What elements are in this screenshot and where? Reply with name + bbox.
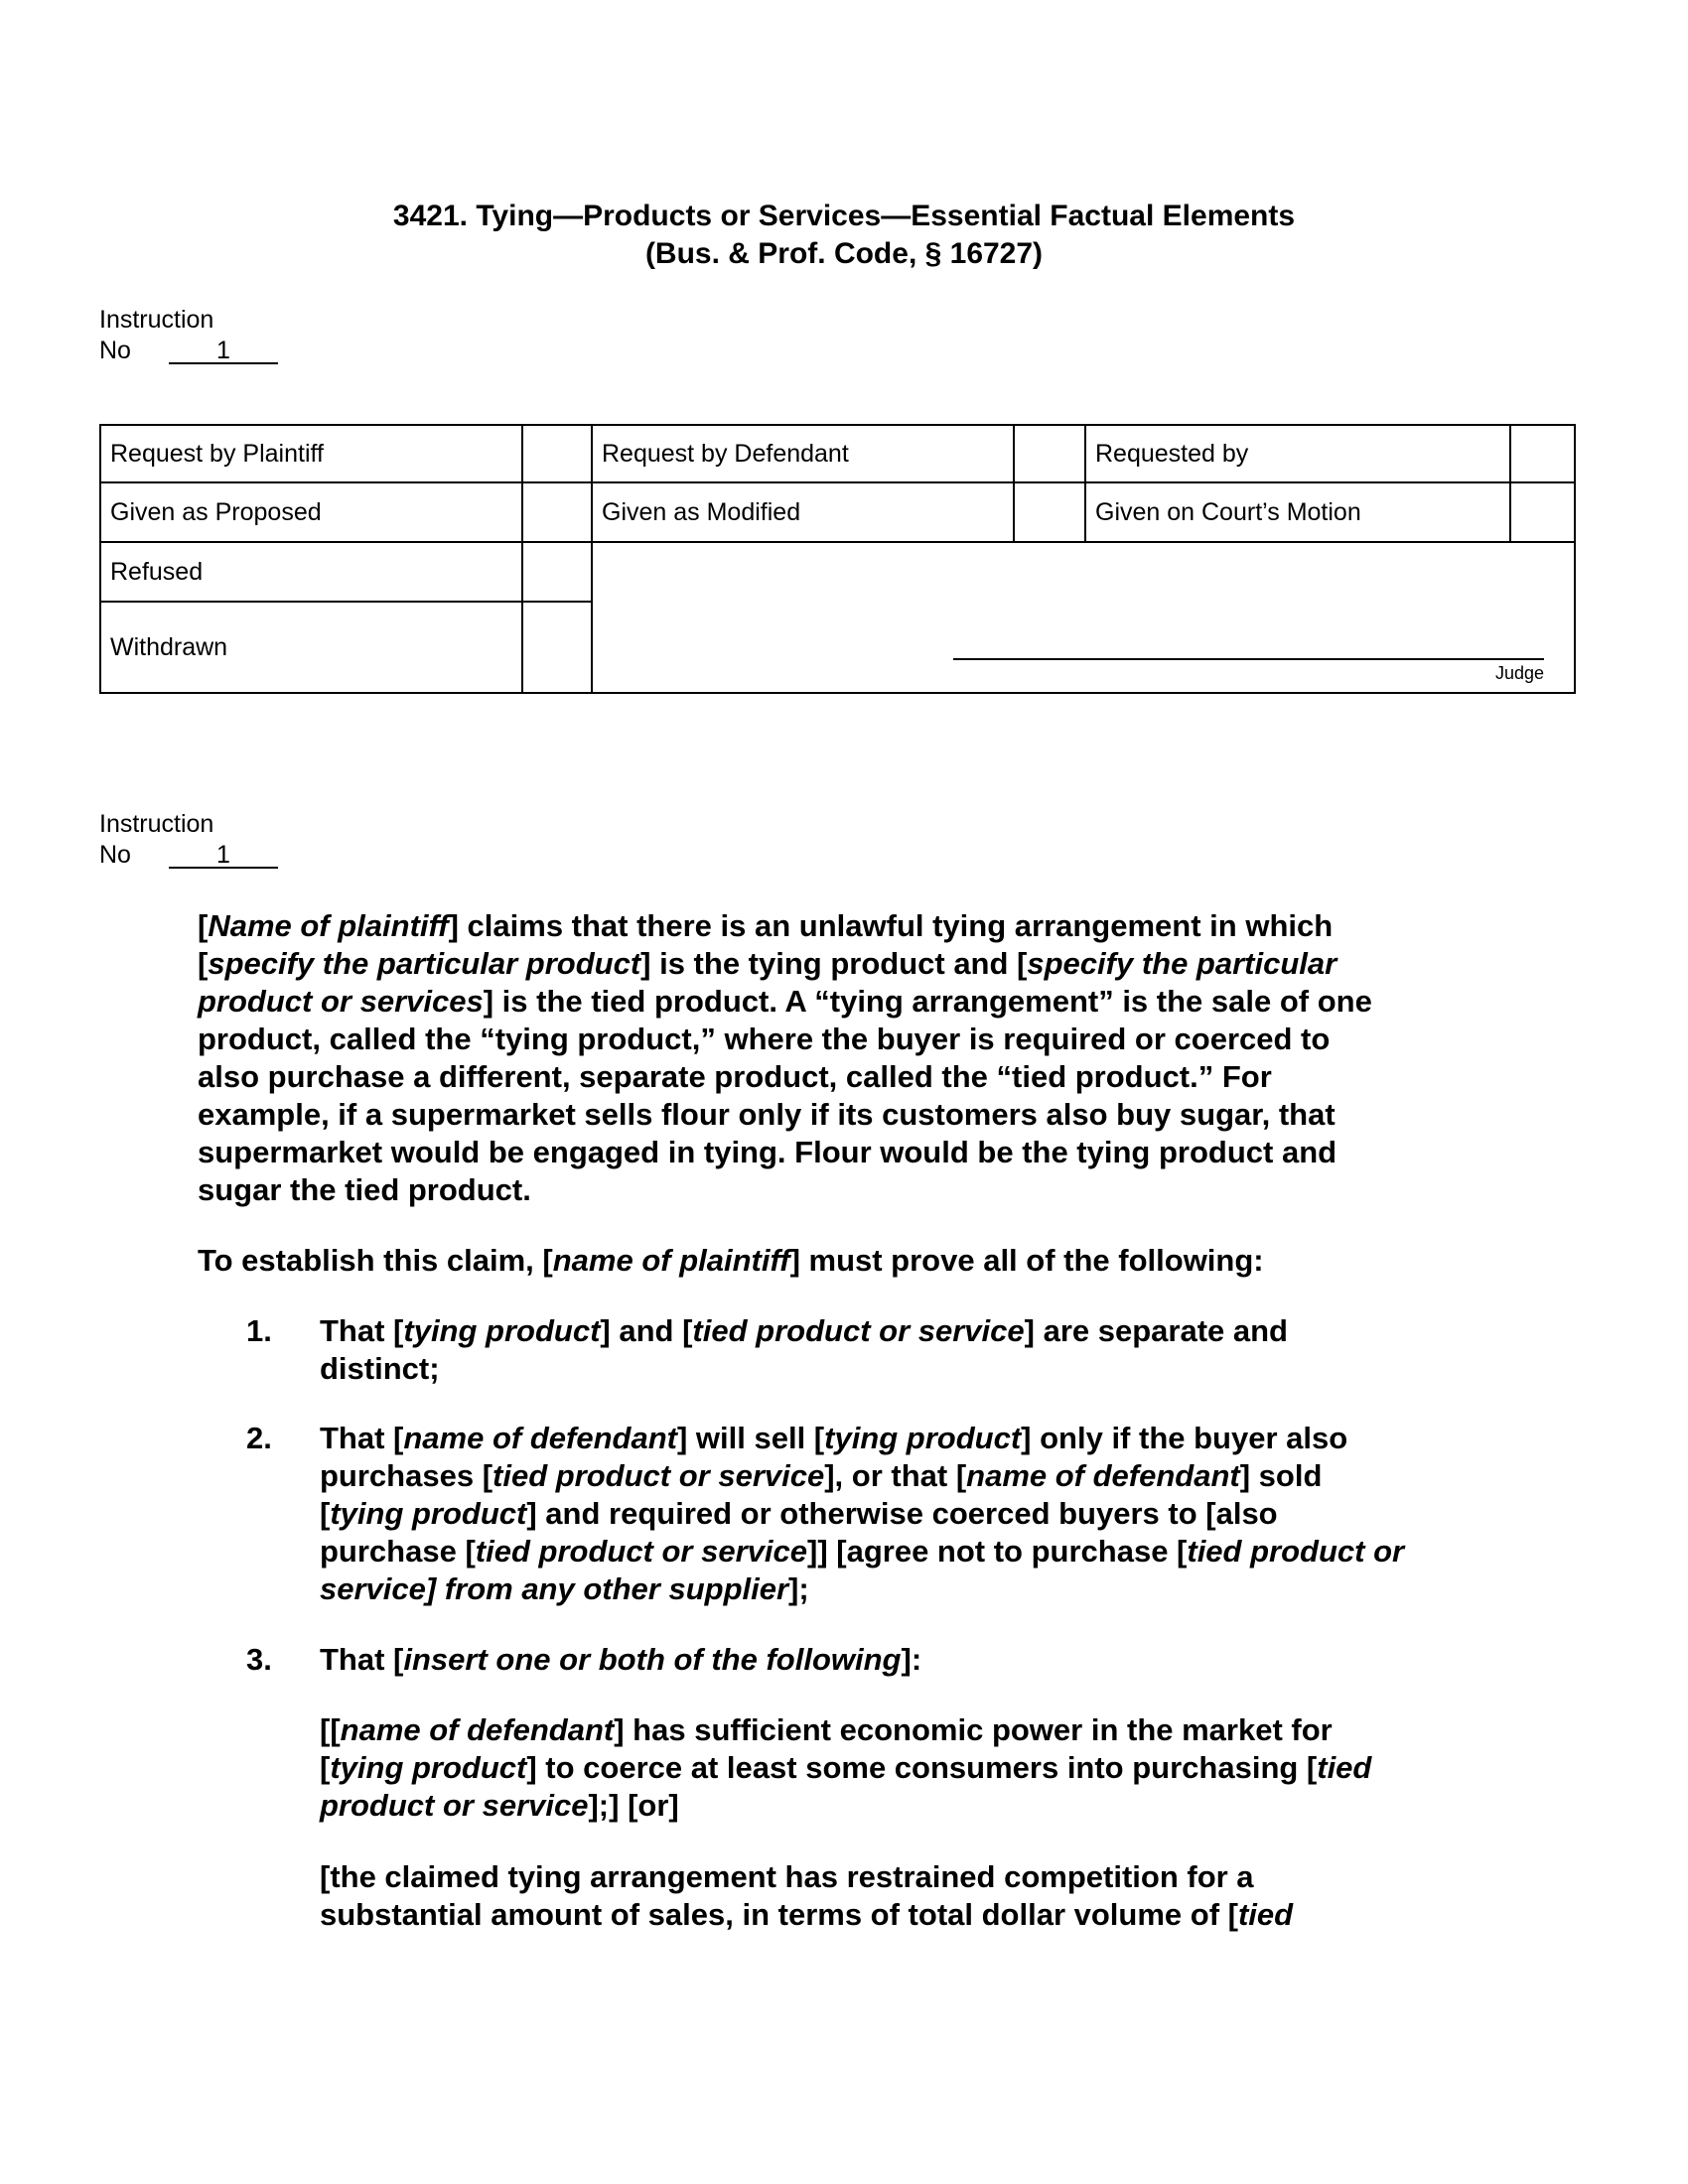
text-run: ];] [or]	[588, 1788, 679, 1823]
refused-box[interactable]	[522, 542, 592, 602]
text-line	[198, 1134, 1372, 1171]
placeholder-text: product or services	[198, 984, 484, 1019]
placeholder-text: tied	[1317, 1750, 1372, 1785]
text-run: [	[198, 908, 209, 943]
requested-by-label: Requested by	[1085, 425, 1510, 482]
placeholder-text: Name of plaintiff	[208, 908, 449, 943]
refused-label: Refused	[100, 542, 522, 602]
placeholder-text: specify the particular product	[208, 946, 641, 981]
placeholder-text: tying product	[330, 1750, 527, 1785]
request-by-defendant-label: Request by Defendant	[592, 425, 1014, 482]
instruction-label: Instruction	[99, 306, 214, 334]
placeholder-text: tying product	[330, 1496, 527, 1531]
text-line	[320, 1420, 1404, 1457]
text-line	[320, 1787, 1371, 1825]
instruction-no-value: 1	[169, 843, 278, 869]
placeholder-text: tying product	[403, 1313, 601, 1348]
placeholder-text: tied	[1237, 1897, 1294, 1932]
text-line	[320, 1495, 1404, 1533]
element-2-text	[320, 1420, 1404, 1608]
text-line	[320, 1749, 1371, 1787]
given-on-courts-motion-label: Given on Court’s Motion	[1085, 482, 1510, 542]
lead-in-paragraph	[198, 1242, 1264, 1280]
text-line	[198, 907, 1372, 945]
text-run: ] claims that there is an unlawful tying arrangement in which	[448, 908, 1334, 943]
text-line	[320, 1896, 1293, 1934]
placeholder-text: tying product	[824, 1421, 1022, 1455]
text-run: That [	[320, 1421, 404, 1455]
text-run: To establish this claim, [	[198, 1243, 553, 1278]
text-run: ]] [agree not to purchase [	[807, 1534, 1188, 1569]
text-run: That [	[320, 1313, 404, 1348]
text-line	[320, 1350, 1288, 1388]
text-line	[198, 1096, 1372, 1134]
no-label: No	[99, 841, 131, 869]
placeholder-text: name of defendant	[966, 1458, 1240, 1493]
request-by-plaintiff-label: Request by Plaintiff	[100, 425, 522, 482]
text-run: [	[198, 946, 209, 981]
element-3-option-b	[320, 1858, 1293, 1934]
text-line	[320, 1312, 1288, 1350]
text-run: ] is the tied product. A “tying arrangement” is the sale of one	[483, 984, 1372, 1019]
placeholder-text: service] from any other supplier	[320, 1571, 789, 1606]
text-line	[198, 1171, 1372, 1209]
intro-paragraph	[198, 907, 1372, 1209]
text-run: [[	[320, 1712, 341, 1747]
instruction-label: Instruction	[99, 810, 214, 838]
withdrawn-label: Withdrawn	[100, 602, 522, 693]
text-line	[198, 1021, 1372, 1058]
text-run: ] has sufficient economic power in the market for	[614, 1712, 1333, 1747]
text-run: ] only if the buyer also	[1021, 1421, 1348, 1455]
text-run: ] and [	[600, 1313, 693, 1348]
text-run: [	[320, 1496, 331, 1531]
given-as-modified-label: Given as Modified	[592, 482, 1014, 542]
text-run: That [	[320, 1642, 404, 1677]
placeholder-text: insert one or both of the following	[403, 1642, 902, 1677]
instruction-disposition-form	[99, 424, 1576, 694]
text-run: [	[320, 1750, 331, 1785]
text-run: supermarket would be engaged in tying. Flour would be the tying product and	[198, 1135, 1337, 1169]
text-line	[320, 1533, 1404, 1570]
text-run: purchases [	[320, 1458, 493, 1493]
text-line	[320, 1641, 921, 1679]
text-run: ] must prove all of the following:	[789, 1243, 1264, 1278]
placeholder-text: tied product or service	[475, 1534, 807, 1569]
placeholder-text: product or service	[320, 1788, 589, 1823]
element-number: 2.	[246, 1421, 272, 1455]
text-line	[320, 1570, 1404, 1608]
text-run: ] sold	[1239, 1458, 1323, 1493]
placeholder-text: tied product or service	[492, 1458, 825, 1493]
placeholder-text: tied product or	[1187, 1534, 1405, 1569]
text-run: ], or that [	[824, 1458, 967, 1493]
element-3-text	[320, 1641, 921, 1679]
given-as-proposed-box[interactable]	[522, 482, 592, 542]
instruction-number-top	[99, 305, 278, 366]
text-run: product, called the “tying product,” where the buyer is required or coerced to	[198, 1022, 1331, 1056]
requested-by-box[interactable]	[1510, 425, 1575, 482]
element-3-option-a	[320, 1711, 1371, 1825]
text-run: ] is the tying product and [	[640, 946, 1028, 981]
element-number: 3.	[246, 1642, 272, 1677]
text-run: ]:	[901, 1642, 922, 1677]
element-1-text	[320, 1312, 1288, 1388]
text-run: ] and required or otherwise coerced buyers to [also	[526, 1496, 1278, 1531]
placeholder-text: name of defendant	[340, 1712, 615, 1747]
withdrawn-box[interactable]	[522, 602, 592, 693]
request-by-defendant-box[interactable]	[1014, 425, 1085, 482]
text-line	[320, 1858, 1293, 1896]
given-on-courts-motion-box[interactable]	[1510, 482, 1575, 542]
text-run: also purchase a different, separate product, called the “tied product.” For	[198, 1059, 1272, 1094]
text-line	[320, 1711, 1371, 1749]
page-subtitle: (Bus. & Prof. Code, § 16727)	[644, 237, 1044, 270]
text-run: ] are separate and	[1024, 1313, 1288, 1348]
page-title: 3421. Tying—Products or Services—Essential Factual Elements	[392, 200, 1296, 232]
placeholder-text: specify the particular	[1027, 946, 1337, 981]
text-run: purchase [	[320, 1534, 476, 1569]
placeholder-text: name of plaintiff	[552, 1243, 790, 1278]
given-as-proposed-label: Given as Proposed	[100, 482, 522, 542]
text-run: [the claimed tying arrangement has restrained competition for a	[320, 1859, 1254, 1894]
text-run: sugar the tied product.	[198, 1172, 531, 1207]
text-line	[320, 1457, 1404, 1495]
text-line	[198, 945, 1372, 983]
no-label: No	[99, 337, 131, 364]
text-run: substantial amount of sales, in terms of total dollar volume of [	[320, 1897, 1238, 1932]
judge-label: Judge	[1494, 663, 1544, 683]
request-by-plaintiff-box[interactable]	[522, 425, 592, 482]
instruction-no-value: 1	[169, 339, 278, 364]
text-run: example, if a supermarket sells flour only if its customers also buy sugar, that	[198, 1097, 1336, 1132]
judge-signature-line	[953, 658, 1544, 660]
placeholder-text: tied product or service	[692, 1313, 1025, 1348]
instruction-number-bottom	[99, 809, 278, 871]
element-number: 1.	[246, 1313, 272, 1348]
text-run: ];	[788, 1571, 809, 1606]
placeholder-text: name of defendant	[403, 1421, 677, 1455]
text-run: distinct;	[320, 1351, 440, 1386]
given-as-modified-box[interactable]	[1014, 482, 1085, 542]
text-run: ] to coerce at least some consumers into purchasing [	[526, 1750, 1318, 1785]
text-line	[198, 1242, 1264, 1280]
text-run: ] will sell [	[676, 1421, 825, 1455]
text-line	[198, 1058, 1372, 1096]
text-line	[198, 983, 1372, 1021]
